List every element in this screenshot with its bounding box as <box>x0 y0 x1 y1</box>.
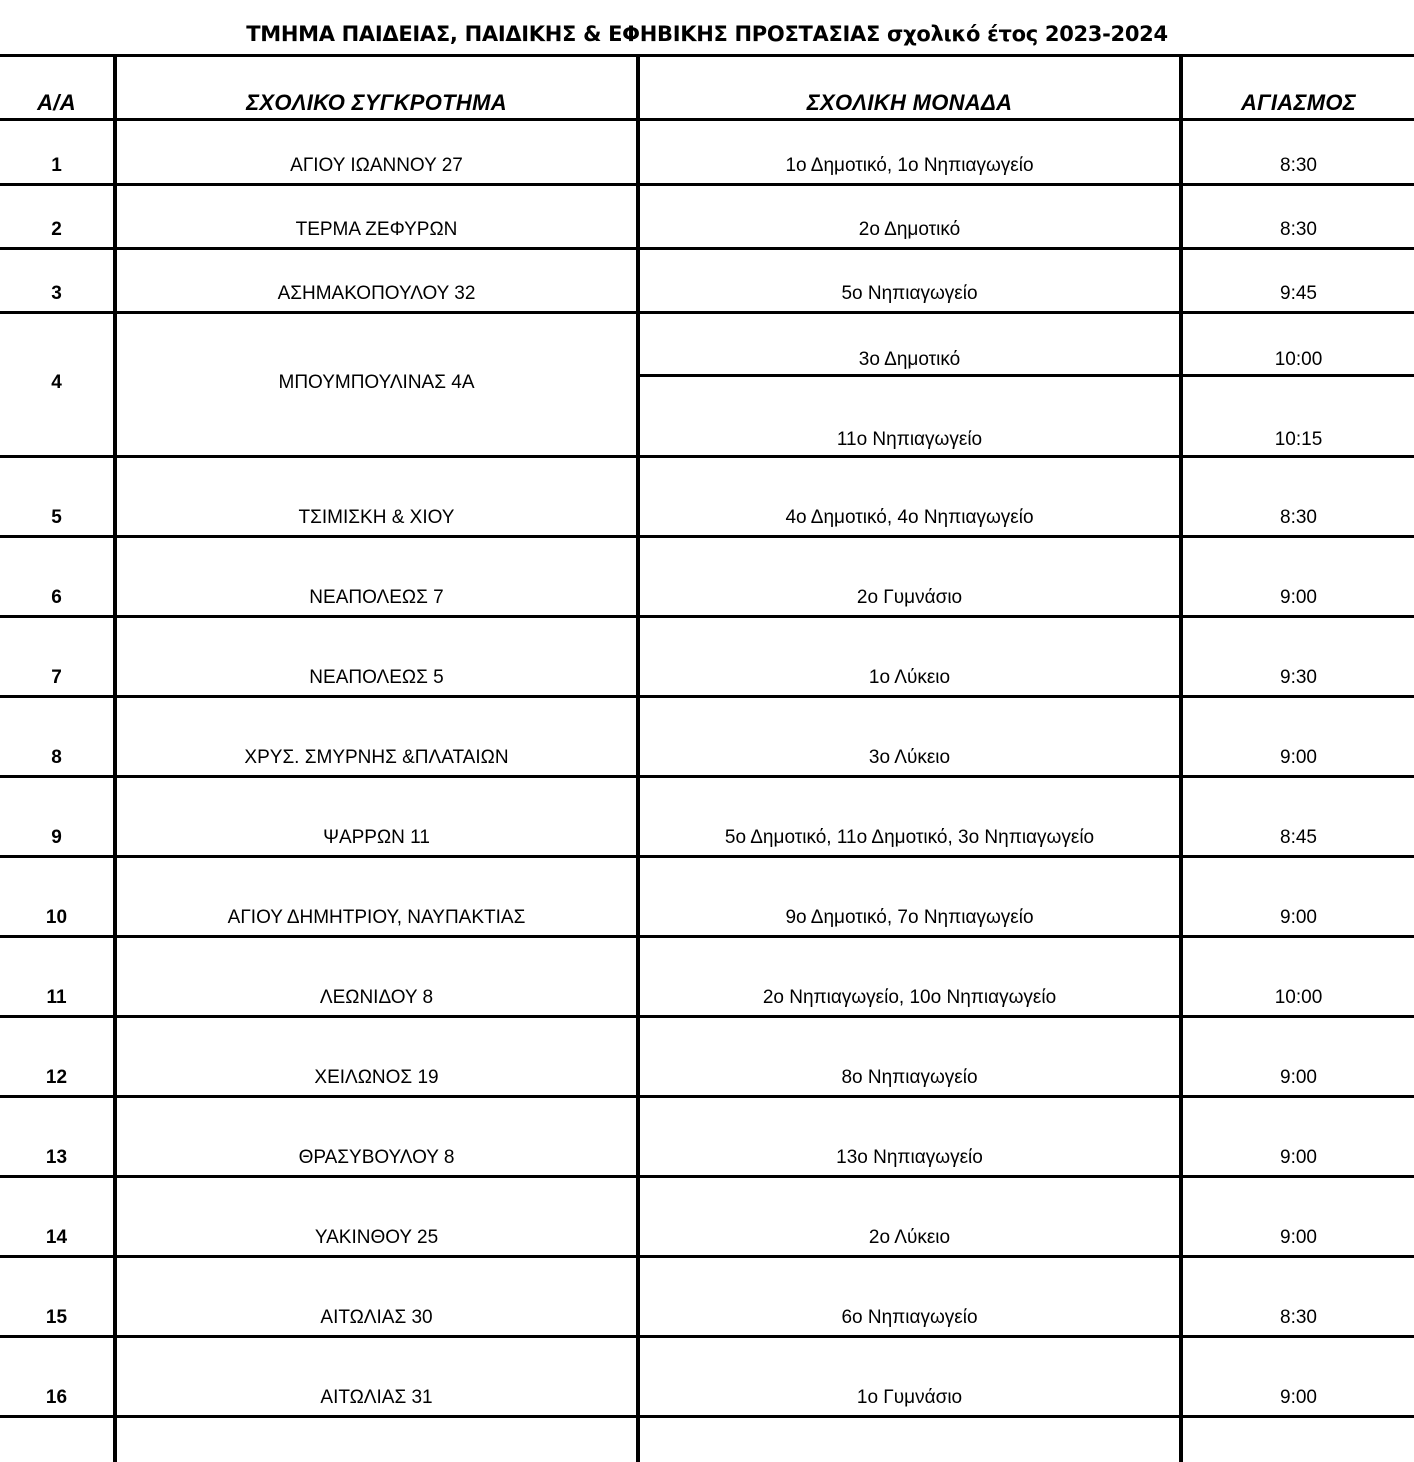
row-border <box>0 1335 1414 1338</box>
row-number: 4 <box>51 372 62 393</box>
school-unit: 9ο Δημοτικό, 7ο Νηπιαγωγείο <box>785 907 1034 928</box>
school-complex-address: ΑΙΤΩΛΙΑΣ 31 <box>320 1387 433 1408</box>
school-unit: 2ο Δημοτικό <box>858 219 961 240</box>
blessing-time: 9:00 <box>1280 587 1317 608</box>
row-border <box>0 535 1414 538</box>
header-blessing-time: ΑΓΙΑΣΜΟΣ <box>1240 90 1357 115</box>
row-border <box>0 695 1414 698</box>
row-number: 10 <box>45 907 68 928</box>
school-complex-address: ΨΑΡΡΩΝ 11 <box>323 827 430 848</box>
school-complex-address: ΝΕΑΠΟΛΕΩΣ 5 <box>309 667 444 688</box>
blessing-time: 9:00 <box>1280 907 1317 928</box>
school-unit: 5ο Δημοτικό, 11ο Δημοτικό, 3ο Νηπιαγωγείο <box>724 827 1095 848</box>
school-unit: 6ο Νηπιαγωγείο <box>841 1307 978 1328</box>
header-aa: Α/Α <box>37 90 76 115</box>
row-number: 5 <box>51 507 62 528</box>
header-school-unit: ΣΧΟΛΙΚΗ ΜΟΝΑΔΑ <box>806 90 1013 115</box>
school-unit: 1ο Λύκειο <box>868 667 951 688</box>
school-complex-address: ΧΡΥΣ. ΣΜΥΡΝΗΣ &ΠΛΑΤΑΙΩΝ <box>244 747 509 768</box>
blessing-time: 8:30 <box>1280 155 1317 176</box>
row-number: 12 <box>45 1067 68 1088</box>
row-border <box>0 247 1414 250</box>
school-unit: 4ο Δημοτικό, 4ο Νηπιαγωγείο <box>785 507 1034 528</box>
blessing-time: 9:00 <box>1280 747 1317 768</box>
school-complex-address: ΑΣΗΜΑΚΟΠΟΥΛΟΥ 32 <box>277 283 476 304</box>
school-unit: 2ο Γυμνάσιο <box>856 587 963 608</box>
school-complex-address: ΤΣΙΜΙΣΚΗ & ΧΙΟΥ <box>298 507 455 528</box>
sub-row-border <box>640 374 1414 377</box>
blessing-time: 8:30 <box>1280 507 1317 528</box>
row-number: 11 <box>46 987 67 1008</box>
school-complex-address: ΑΙΤΩΛΙΑΣ 30 <box>320 1307 433 1328</box>
row-border <box>0 1415 1414 1418</box>
table-top-border <box>0 54 1414 57</box>
blessing-time: 10:15 <box>1274 429 1323 450</box>
row-border <box>0 1015 1414 1018</box>
blessing-time: 9:00 <box>1280 1227 1317 1248</box>
row-number: 7 <box>51 667 62 688</box>
school-unit: 3ο Δημοτικό <box>858 349 961 370</box>
school-unit: 8ο Νηπιαγωγείο <box>841 1067 978 1088</box>
blessing-time: 9:00 <box>1280 1147 1317 1168</box>
blessing-time: 10:00 <box>1274 987 1323 1008</box>
school-complex-address: ΧΕΙΛΩΝΟΣ 19 <box>314 1067 439 1088</box>
row-border <box>0 183 1414 186</box>
row-number: 2 <box>51 219 62 240</box>
row-number: 14 <box>45 1227 68 1248</box>
row-border <box>0 455 1414 458</box>
row-number: 8 <box>51 747 62 768</box>
row-border <box>0 311 1414 314</box>
school-complex-address: ΛΕΩΝΙΔΟΥ 8 <box>319 987 434 1008</box>
school-unit: 5ο Νηπιαγωγείο <box>841 283 978 304</box>
header-school-complex: ΣΧΟΛΙΚΟ ΣΥΓΚΡΟΤΗΜΑ <box>246 90 507 115</box>
page-title: ΤΜΗΜΑ ΠΑΙΔΕΙΑΣ, ΠΑΙΔΙΚΗΣ & ΕΦΗΒΙΚΗΣ ΠΡΟΣΤΑΣΙΑΣ σχολικό έτος 2023-2024 <box>246 22 1168 46</box>
row-number: 13 <box>45 1147 68 1168</box>
school-unit: 3ο Λύκειο <box>868 747 951 768</box>
school-unit: 2ο Νηπιαγωγείο, 10ο Νηπιαγωγείο <box>762 987 1057 1008</box>
school-unit: 11ο Νηπιαγωγείο <box>836 429 983 450</box>
row-number: 15 <box>45 1307 68 1328</box>
blessing-time: 9:00 <box>1280 1387 1317 1408</box>
school-unit: 1ο Γυμνάσιο <box>856 1387 963 1408</box>
blessing-time: 8:45 <box>1280 827 1317 848</box>
blessing-time: 9:45 <box>1280 283 1317 304</box>
school-complex-address: ΑΓΙΟΥ ΔΗΜΗΤΡΙΟΥ, ΝΑΥΠΑΚΤΙΑΣ <box>227 907 526 928</box>
blessing-time: 9:00 <box>1280 1067 1317 1088</box>
school-unit: 1ο Δημοτικό, 1ο Νηπιαγωγείο <box>785 155 1034 176</box>
school-complex-address: ΜΠΟΥΜΠΟΥΛΙΝΑΣ 4Α <box>278 372 475 393</box>
row-border <box>0 935 1414 938</box>
row-border <box>0 1175 1414 1178</box>
school-unit: 13ο Νηπιαγωγείο <box>836 1147 983 1168</box>
row-number: 6 <box>51 587 62 608</box>
blessing-time: 8:30 <box>1280 1307 1317 1328</box>
row-border <box>0 1255 1414 1258</box>
row-number: 9 <box>51 827 62 848</box>
header-bottom-border <box>0 118 1414 121</box>
school-complex-address: ΤΕΡΜΑ ΖΕΦΥΡΩΝ <box>295 219 458 240</box>
school-complex-address: ΑΓΙΟΥ ΙΩΑΝΝΟΥ 27 <box>290 155 463 176</box>
row-border <box>0 615 1414 618</box>
school-complex-address: ΘΡΑΣΥΒΟΥΛΟΥ 8 <box>298 1147 455 1168</box>
row-border <box>0 1095 1414 1098</box>
school-complex-address: ΥΑΚΙΝΘΟΥ 25 <box>314 1227 439 1248</box>
blessing-time: 9:30 <box>1280 667 1317 688</box>
row-border <box>0 775 1414 778</box>
blessing-time: 8:30 <box>1280 219 1317 240</box>
row-number: 3 <box>51 283 62 304</box>
row-border <box>0 855 1414 858</box>
blessing-time: 10:00 <box>1274 349 1323 370</box>
school-unit: 2ο Λύκειο <box>868 1227 951 1248</box>
school-complex-address: ΝΕΑΠΟΛΕΩΣ 7 <box>309 587 444 608</box>
row-number: 16 <box>45 1387 68 1408</box>
row-number: 1 <box>51 155 62 176</box>
